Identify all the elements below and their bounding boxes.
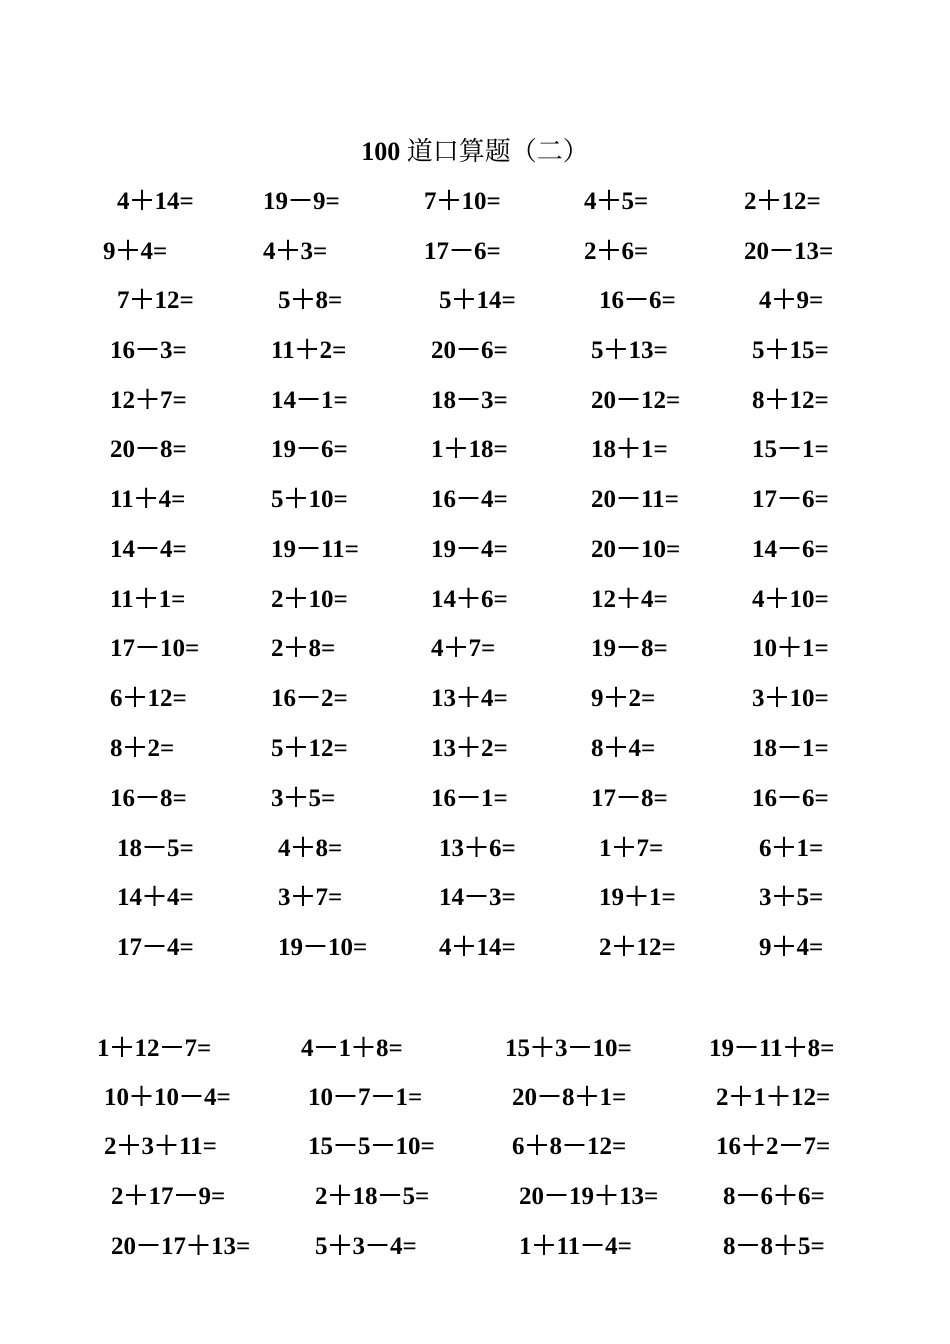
- single-op-problem: 19－4=: [431, 536, 508, 563]
- single-op-problem: 2＋12=: [744, 188, 821, 215]
- single-op-problem: 13＋4=: [431, 685, 508, 712]
- single-op-problem: 20－6=: [431, 337, 508, 364]
- two-step-problem: 6＋8－12=: [512, 1133, 627, 1160]
- single-op-problem: 5＋15=: [752, 337, 829, 364]
- single-op-problem: 8＋2=: [110, 735, 175, 762]
- single-op-problem: 16－3=: [110, 337, 187, 364]
- two-step-row: [0, 1129, 950, 1165]
- two-step-problem: 20－19＋13=: [519, 1183, 659, 1210]
- single-op-problem: 19＋1=: [599, 884, 676, 911]
- single-op-problem: 4＋14=: [439, 934, 516, 961]
- single-op-problem: 14－6=: [752, 536, 829, 563]
- two-step-problem: 4－1＋8=: [301, 1035, 403, 1062]
- two-step-problem: 15－5－10=: [308, 1133, 435, 1160]
- two-step-problem: 10－7－1=: [308, 1084, 423, 1111]
- single-op-row: [0, 432, 950, 468]
- two-step-problem: 5＋3－4=: [315, 1233, 417, 1260]
- single-op-problem: 14＋6=: [431, 586, 508, 613]
- single-op-problem: 4＋5=: [584, 188, 649, 215]
- single-op-problem: 19－10=: [278, 934, 368, 961]
- single-op-row: [0, 283, 950, 319]
- single-op-problem: 10＋1=: [752, 635, 829, 662]
- single-op-problem: 16－2=: [271, 685, 348, 712]
- single-op-problem: 16－6=: [752, 785, 829, 812]
- single-op-problem: 2＋6=: [584, 238, 649, 265]
- single-op-problem: 5＋14=: [439, 287, 516, 314]
- single-op-problem: 11＋4=: [110, 486, 186, 513]
- single-op-row: [0, 582, 950, 618]
- two-step-problem: 2＋1＋12=: [716, 1084, 831, 1111]
- page-title: [0, 135, 950, 169]
- single-op-problem: 19－11=: [271, 536, 359, 563]
- single-op-problem: 20－8=: [110, 436, 187, 463]
- single-op-problem: 15－1=: [752, 436, 829, 463]
- single-op-row: [0, 333, 950, 369]
- single-op-problem: 17－6=: [752, 486, 829, 513]
- two-step-problem: 19－11＋8=: [709, 1035, 835, 1062]
- single-op-problem: 20－12=: [591, 387, 681, 414]
- single-op-problem: 19－9=: [263, 188, 340, 215]
- two-step-row: [0, 1080, 950, 1116]
- single-op-problem: 4＋14=: [117, 188, 194, 215]
- single-op-problem: 17－4=: [117, 934, 194, 961]
- two-step-problem: 8－8＋5=: [723, 1233, 825, 1260]
- single-op-problem: 20－11=: [591, 486, 679, 513]
- single-op-row: [0, 681, 950, 717]
- single-op-problem: 17－8=: [591, 785, 668, 812]
- single-op-problem: 18－3=: [431, 387, 508, 414]
- single-op-problem: 8＋4=: [591, 735, 656, 762]
- single-op-problem: 13＋6=: [439, 835, 516, 862]
- single-op-problem: 3＋5=: [759, 884, 824, 911]
- single-op-problem: 3＋10=: [752, 685, 829, 712]
- two-step-row: [0, 1031, 950, 1067]
- single-op-problem: 1＋7=: [599, 835, 664, 862]
- single-op-row: [0, 482, 950, 518]
- single-op-problem: 2＋12=: [599, 934, 676, 961]
- single-op-row: [0, 930, 950, 966]
- single-op-problem: 1＋18=: [431, 436, 508, 463]
- single-op-problem: 16－1=: [431, 785, 508, 812]
- single-op-problem: 4＋9=: [759, 287, 824, 314]
- two-step-problem: 20－17＋13=: [111, 1233, 251, 1260]
- two-step-problem: 15＋3－10=: [505, 1035, 632, 1062]
- single-op-problem: 6＋12=: [110, 685, 187, 712]
- single-op-problem: 11＋2=: [271, 337, 347, 364]
- single-op-problem: 2＋8=: [271, 635, 336, 662]
- two-step-problem: 16＋2－7=: [716, 1133, 831, 1160]
- single-op-row: [0, 383, 950, 419]
- single-op-problem: 3＋5=: [271, 785, 336, 812]
- single-op-problem: 9＋4=: [103, 238, 168, 265]
- single-op-problem: 20－10=: [591, 536, 681, 563]
- single-op-problem: 5＋13=: [591, 337, 668, 364]
- single-op-problem: 9＋4=: [759, 934, 824, 961]
- single-op-problem: 16－8=: [110, 785, 187, 812]
- single-op-problem: 8＋12=: [752, 387, 829, 414]
- single-op-problem: 18－5=: [117, 835, 194, 862]
- single-op-problem: 5＋10=: [271, 486, 348, 513]
- single-op-problem: 7＋10=: [424, 188, 501, 215]
- two-step-problem: 20－8＋1=: [512, 1084, 627, 1111]
- single-op-row: [0, 781, 950, 817]
- single-op-problem: 11＋1=: [110, 586, 186, 613]
- single-op-problem: 14－1=: [271, 387, 348, 414]
- two-step-row: [0, 1229, 950, 1265]
- single-op-row: [0, 631, 950, 667]
- single-op-problem: 19－6=: [271, 436, 348, 463]
- two-step-problem: 10＋10－4=: [104, 1084, 231, 1111]
- single-op-problem: 6＋1=: [759, 835, 824, 862]
- single-op-problem: 7＋12=: [117, 287, 194, 314]
- single-op-problem: 20－13=: [744, 238, 834, 265]
- two-step-problem: 1＋11－4=: [519, 1233, 632, 1260]
- two-step-problem: 2＋3＋11=: [104, 1133, 217, 1160]
- single-op-problem: 4＋3=: [263, 238, 328, 265]
- single-op-problem: 4＋8=: [278, 835, 343, 862]
- single-op-problem: 12＋4=: [591, 586, 668, 613]
- single-op-problem: 17－10=: [110, 635, 200, 662]
- single-op-row: [0, 731, 950, 767]
- single-op-row: [0, 184, 950, 220]
- single-op-problem: 13＋2=: [431, 735, 508, 762]
- single-op-problem: 4＋7=: [431, 635, 496, 662]
- single-op-problem: 18＋1=: [591, 436, 668, 463]
- single-op-problem: 14－4=: [110, 536, 187, 563]
- single-op-problem: 17－6=: [424, 238, 501, 265]
- single-op-row: [0, 234, 950, 270]
- single-op-problem: 12＋7=: [110, 387, 187, 414]
- single-op-problem: 9＋2=: [591, 685, 656, 712]
- two-step-row: [0, 1179, 950, 1215]
- single-op-problem: 5＋8=: [278, 287, 343, 314]
- two-step-problem: 1＋12－7=: [97, 1035, 212, 1062]
- single-op-problem: 5＋12=: [271, 735, 348, 762]
- two-step-problem: 2＋18－5=: [315, 1183, 430, 1210]
- single-op-problem: 16－6=: [599, 287, 676, 314]
- single-op-problem: 16－4=: [431, 486, 508, 513]
- single-op-row: [0, 532, 950, 568]
- single-op-problem: 3＋7=: [278, 884, 343, 911]
- two-step-problem: 2＋17－9=: [111, 1183, 226, 1210]
- two-step-problem: 8－6＋6=: [723, 1183, 825, 1210]
- single-op-problem: 2＋10=: [271, 586, 348, 613]
- single-op-problem: 19－8=: [591, 635, 668, 662]
- single-op-problem: 4＋10=: [752, 586, 829, 613]
- title-number: 100: [361, 137, 401, 166]
- single-op-problem: 14＋4=: [117, 884, 194, 911]
- title-text: 道口算题（二）: [400, 137, 589, 166]
- single-op-problem: 14－3=: [439, 884, 516, 911]
- single-op-problem: 18－1=: [752, 735, 829, 762]
- single-op-row: [0, 880, 950, 916]
- single-op-row: [0, 831, 950, 867]
